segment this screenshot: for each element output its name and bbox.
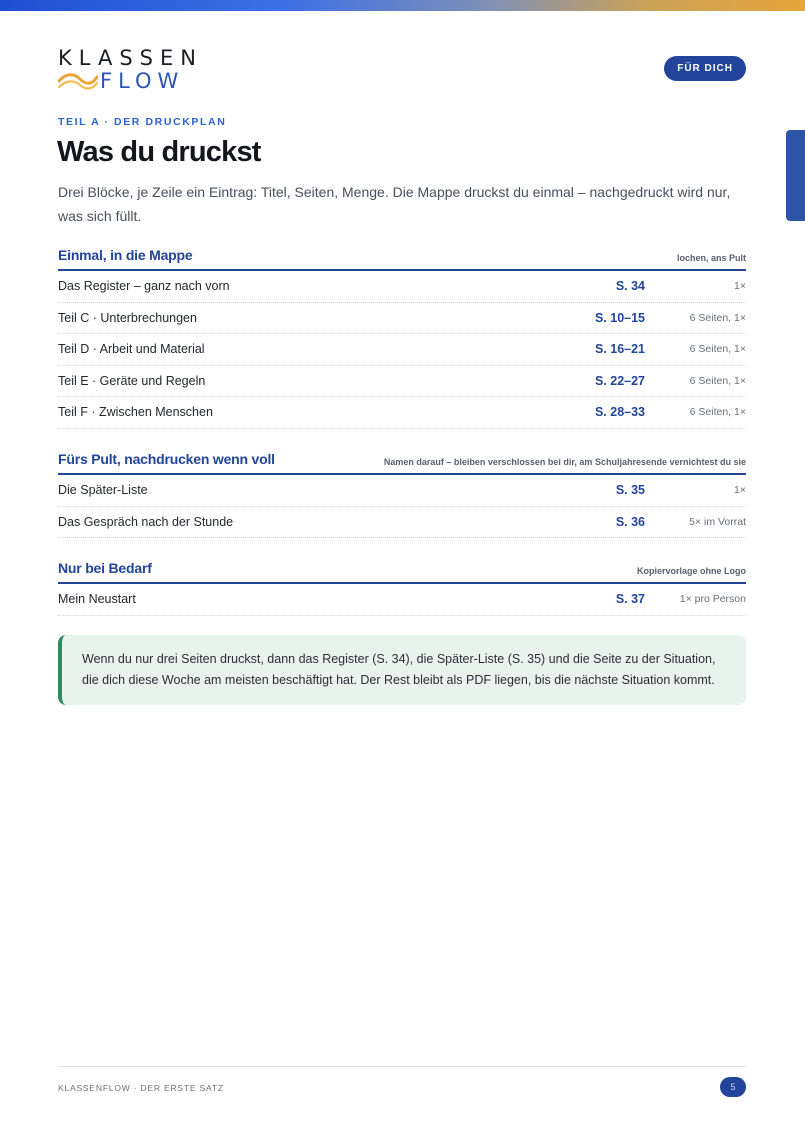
row-page: S. 28–33 [594,405,645,420]
row-quantity: 1× [734,280,746,293]
block-note: Namen darauf – bleiben verschlossen bei dir, am Schuljahresende vernichtest du sie [383,457,746,467]
print-block-once [58,247,746,429]
wave-icon [58,71,98,91]
block-note: Kopiervorlage ohne Logo [636,566,746,576]
row-page: S. 10–15 [594,310,645,325]
logo [58,47,203,92]
row-quantity: 6 Seiten, 1× [689,406,746,419]
section-kicker: TEIL A · DER DRUCKPLAN [58,116,227,128]
intro-text: Drei Blöcke, je Zeile ein Eintrag: Titel, Seiten, Menge. Die Mappe druckst du einmal – nachgedruckt wird nur, was sich füllt. [58,184,731,224]
page-number: 5 [720,1077,746,1097]
print-block-desk [58,451,746,538]
top-gradient-bar [0,0,805,11]
logo-wordmark-top: KLASSEN [58,46,203,70]
logo-wordmark-bottom: FLOW [100,69,185,93]
audience-badge: FÜR DICH [664,56,746,81]
page-title: Was du druckst [57,136,261,168]
row-title: Teil D · Arbeit und Material [58,342,205,357]
table-row [58,366,746,398]
table-row [58,584,746,616]
table-row [58,507,746,539]
print-block-on-demand [58,560,746,616]
row-title: Die Später-Liste [58,483,148,498]
row-page: S. 22–27 [594,373,645,388]
row-title: Teil E · Geräte und Regeln [58,373,206,388]
block-title: Nur bei Bedarf [58,560,152,576]
row-quantity: 1× [734,484,746,497]
row-title: Das Gespräch nach der Stunde [58,514,234,529]
row-quantity: 6 Seiten, 1× [689,374,746,387]
row-quantity: 1× pro Person [679,593,746,606]
table-row [58,271,746,303]
table-row [58,475,746,507]
row-page: S. 16–21 [594,342,645,357]
block-note: lochen, ans Pult [676,253,746,263]
row-title: Teil F · Zwischen Menschen [58,405,213,420]
table-row [58,334,746,366]
row-page: S. 34 [615,279,645,294]
tip-callout: Wenn du nur drei Seiten druckst, dann das Register (S. 34), die Später-Liste (S. 35) und die Seite zu der Situation, die dich diese Woche am meisten beschäftigt hat. Der Rest bleibt als PDF liegen, bis die nächste Situation kommt. [58,635,746,705]
row-quantity: 6 Seiten, 1× [689,343,746,356]
footer-label: KLASSENFLOW · DER ERSTE SATZ [58,1083,224,1093]
row-page: S. 36 [615,514,645,529]
side-tab-marker [786,130,805,221]
row-title: Teil C · Unterbrechungen [58,310,197,325]
row-title: Das Register – ganz nach vorn [58,279,230,294]
table-row [58,303,746,335]
row-title: Mein Neustart [58,592,136,607]
row-page: S. 37 [615,592,645,607]
block-title: Einmal, in die Mappe [58,247,193,263]
row-quantity: 5× im Vorrat [689,515,746,528]
footer-divider [58,1066,746,1067]
block-title: Fürs Pult, nachdrucken wenn voll [58,451,275,467]
table-row [58,397,746,429]
row-page: S. 35 [615,483,645,498]
row-quantity: 6 Seiten, 1× [689,311,746,324]
